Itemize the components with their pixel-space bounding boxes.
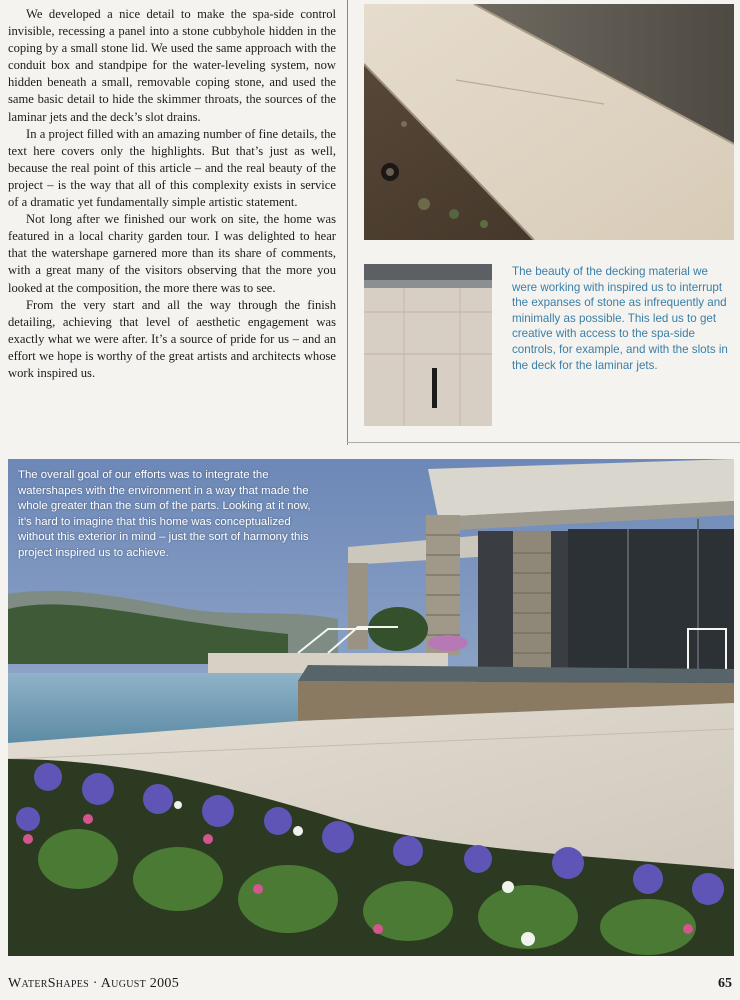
article-paragraph: From the very start and all the way through the finish detailing, achieving that level of aesthetic engagement was exactly what we were after. It’s a source of pride for us – and an effort we hope is worthy of the great artists and architects whose work inspired us.: [8, 297, 336, 380]
article-paragraph: In a project filled with an amazing number of fine details, the text here covers only the highlights. But that’s just as well, because the real point of this article – and the real beauty of the project – is the way that all of this complexity exists in service of a dramatic yet fundamentally simple artistic statement.: [8, 126, 336, 210]
photo-caption: The beauty of the decking material we were working with inspired us to interrupt the expanses of stone as infrequently and minimally as possible. This led us to get creative with access to the spa-side controls, for example, and with the slots in the deck for the laminar jets.: [512, 265, 728, 372]
page-footer: [8, 976, 732, 996]
article-paragraph: We developed a nice detail to make the spa-side control invisible, recessing a panel into a stone cubbyhole hidden in the coping by a small stone lid. We used the same approach with the conduit box and standpipe for the water-leveling system, now hidden beneath a small, removable coping stone, and used the same basic detail to hide the skimmer throats, the sources of the laminar jets and the deck’s slot drains.: [8, 7, 336, 124]
article-paragraph: Not long after we finished our work on site, the home was featured in a local charity garden tour. I was delighted to hear that the watershape garnered more than its share of comments, with a great many of the visitors observing that the more you looked at the composition, the more there was to see.: [8, 212, 336, 295]
coping-detail-illustration: [364, 4, 734, 240]
page-number: 65: [718, 976, 732, 991]
laminar-slot-illustration: [364, 264, 492, 426]
article-body: [8, 6, 336, 382]
column-divider: [347, 0, 348, 445]
magazine-issue: WaterShapes · August 2005: [8, 976, 180, 991]
photo-caption-overlay: The overall goal of our efforts was to integrate the watershapes with the environment in a way that made the whole greater than the sum of the parts. Looking at it now, it’s hard to imagine that this home was conceptualized without this exterior in mind – just the sort of harmony this project inspired us to achieve.: [18, 469, 311, 559]
laminar-slot-photo: [364, 264, 492, 426]
section-divider: [347, 442, 740, 443]
coping-detail-photo: [364, 4, 734, 240]
